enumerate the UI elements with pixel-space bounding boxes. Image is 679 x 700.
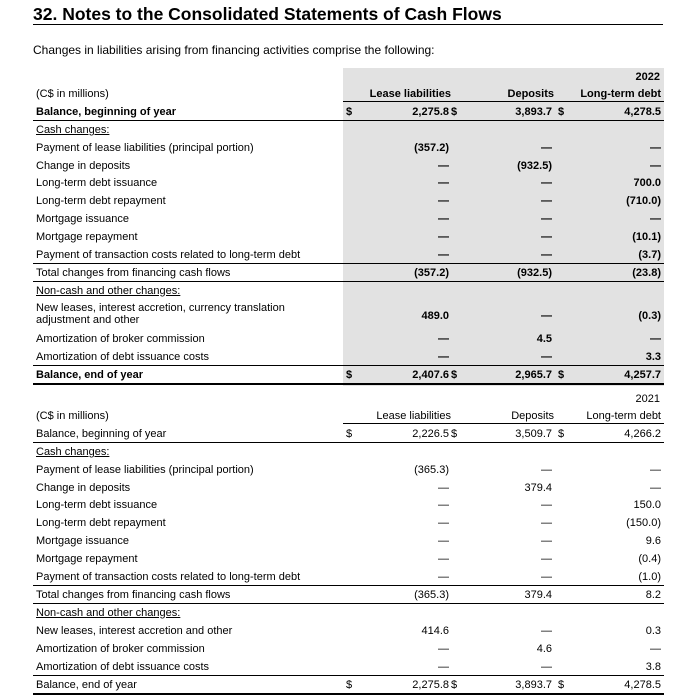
row-label: Payment of transaction costs related to long-term debt: [36, 570, 301, 583]
value-cell: (10.1): [632, 230, 661, 243]
value-cell: —: [438, 660, 449, 673]
value-cell: —: [650, 141, 661, 154]
intro-text: Changes in liabilities arising from financing activities comprise the following:: [33, 43, 435, 57]
value-cell: (357.2): [414, 141, 449, 154]
value-cell: 4,266.2: [624, 428, 661, 440]
value-cell: 700.0: [633, 177, 661, 190]
value-cell: (710.0): [626, 195, 661, 208]
value-cell: —: [541, 141, 552, 154]
value-cell: —: [541, 248, 552, 261]
table_2021-cash-rule: [33, 585, 664, 586]
value-cell: —: [650, 332, 661, 345]
value-cell: —: [438, 517, 449, 530]
value-cell: 2,226.5: [412, 428, 449, 440]
value-cell: 4,278.5: [624, 106, 661, 118]
value-cell: —: [438, 248, 449, 261]
table_2021-opening-rule: [33, 442, 664, 443]
value-cell: —: [541, 570, 552, 583]
row-label: Change in deposits: [36, 159, 131, 172]
value-cell: —: [438, 230, 449, 243]
value-cell: —: [438, 195, 449, 208]
currency-symbol: $: [346, 368, 353, 381]
row-label: Cash changes:: [36, 446, 110, 458]
column-header: Deposits: [507, 88, 554, 100]
row-label: Mortgage issuance: [36, 535, 129, 547]
row-label: Payment of lease liabilities (principal portion): [36, 141, 254, 154]
value-cell: 3.3: [645, 350, 661, 363]
row-label: Mortgage repayment: [36, 552, 138, 565]
row-label: Mortgage repayment: [36, 230, 138, 243]
table_2021-year-label: 2021: [635, 393, 660, 405]
value-cell: (150.0): [626, 517, 661, 530]
row-label: Cash changes:: [36, 124, 110, 136]
value-cell: —: [650, 642, 661, 655]
currency-symbol: $: [451, 106, 458, 118]
row-label: Total changes from financing cash flows: [36, 588, 231, 601]
value-cell: 379.4: [524, 481, 552, 494]
value-cell: 8.2: [645, 588, 661, 601]
value-cell: —: [438, 213, 449, 225]
value-cell: —: [541, 309, 552, 322]
value-cell: —: [650, 159, 661, 172]
table-2022-shading: [343, 68, 664, 386]
value-cell: (365.3): [414, 588, 449, 601]
value-cell: 3,893.7: [515, 678, 552, 691]
currency-symbol: $: [451, 428, 458, 440]
row-label: Total changes from financing cash flows: [36, 266, 231, 279]
row-label: Mortgage issuance: [36, 213, 129, 225]
table_2022-opening-rule: [33, 120, 664, 121]
table_2021-closing-rule: [33, 693, 664, 695]
value-cell: 150.0: [633, 499, 661, 512]
value-cell: 3,509.7: [515, 428, 552, 440]
value-cell: —: [438, 159, 449, 172]
row-label: Balance, end of year: [36, 678, 137, 691]
value-cell: —: [541, 552, 552, 565]
value-cell: (932.5): [517, 159, 552, 172]
row-label: Long-term debt repayment: [36, 517, 166, 530]
currency-symbol: $: [451, 368, 458, 381]
value-cell: 379.4: [524, 588, 552, 601]
value-cell: —: [650, 481, 661, 494]
value-cell: 4.5: [536, 332, 552, 345]
row-label: Long-term debt repayment: [36, 195, 166, 208]
value-cell: —: [438, 481, 449, 494]
value-cell: 4.6: [536, 642, 552, 655]
row-label: Change in deposits: [36, 481, 131, 494]
title-divider: [33, 24, 663, 25]
value-cell: 4,257.7: [624, 368, 661, 381]
value-cell: —: [541, 499, 552, 512]
value-cell: 3,893.7: [515, 106, 552, 118]
value-cell: —: [438, 642, 449, 655]
value-cell: —: [438, 350, 449, 363]
currency-symbol: $: [558, 678, 565, 691]
page-title: 32. Notes to the Consolidated Statements of Cash Flows: [33, 4, 502, 24]
value-cell: (23.8): [632, 266, 661, 279]
row-label: Amortization of debt issuance costs: [36, 350, 210, 363]
currency-symbol: $: [558, 428, 565, 440]
value-cell: —: [541, 213, 552, 225]
row-label: Payment of transaction costs related to long-term debt: [36, 248, 301, 261]
table_2021-noncash-rule: [33, 675, 664, 676]
row-label: Balance, end of year: [36, 368, 143, 381]
table_2022-closing-rule: [33, 383, 664, 385]
value-cell: —: [541, 535, 552, 547]
value-cell: (932.5): [517, 266, 552, 279]
value-cell: —: [438, 570, 449, 583]
value-cell: —: [438, 499, 449, 512]
currency-symbol: $: [346, 678, 353, 691]
column-header: Long-term debt: [580, 88, 661, 100]
currency-symbol: $: [346, 106, 353, 118]
value-cell: (1.0): [638, 570, 661, 583]
value-cell: (3.7): [638, 248, 661, 261]
table_2022-total-rule: [33, 281, 664, 282]
value-cell: 2,275.8: [412, 678, 449, 691]
value-cell: —: [438, 535, 449, 547]
value-cell: —: [541, 177, 552, 190]
row-label: New leases, interest accretion and other: [36, 624, 233, 637]
value-cell: 4,278.5: [624, 678, 661, 691]
row-label: Payment of lease liabilities (principal portion): [36, 463, 254, 476]
table_2022-noncash-rule: [33, 365, 664, 366]
table_2022-cash-rule: [33, 263, 664, 264]
row-label: Long-term debt issuance: [36, 499, 158, 512]
row-label: (C$ in millions): [36, 410, 109, 422]
currency-symbol: $: [451, 678, 458, 691]
currency-symbol: $: [558, 368, 565, 381]
table_2021-total-rule: [33, 603, 664, 604]
value-cell: —: [541, 624, 552, 637]
value-cell: —: [541, 463, 552, 476]
column-header: Lease liabilities: [369, 88, 451, 100]
row-label: Non-cash and other changes:: [36, 606, 181, 619]
value-cell: —: [541, 517, 552, 530]
column-header: Lease liabilities: [376, 410, 451, 422]
value-cell: —: [541, 350, 552, 363]
table_2021-header-rule: [343, 423, 664, 424]
value-cell: 489.0: [421, 309, 449, 322]
currency-symbol: $: [346, 428, 353, 440]
row-label: Amortization of broker commission: [36, 642, 205, 655]
row-label: Balance, beginning of year: [36, 428, 167, 440]
value-cell: (0.3): [638, 309, 661, 322]
value-cell: 414.6: [421, 624, 449, 637]
row-label: Amortization of debt issuance costs: [36, 660, 210, 673]
table_2022-header-rule: [343, 101, 664, 102]
value-cell: —: [541, 660, 552, 673]
value-cell: 0.3: [645, 624, 661, 637]
column-header: Deposits: [511, 410, 554, 422]
value-cell: 2,407.6: [412, 368, 449, 381]
value-cell: —: [438, 177, 449, 190]
value-cell: —: [541, 195, 552, 208]
value-cell: 3.8: [645, 660, 661, 673]
value-cell: —: [650, 213, 661, 225]
column-header: Long-term debt: [586, 410, 661, 422]
table_2022-year-label: 2022: [635, 71, 660, 83]
currency-symbol: $: [558, 106, 565, 118]
row-label: Non-cash and other changes:: [36, 284, 181, 297]
value-cell: (357.2): [414, 266, 449, 279]
value-cell: —: [438, 332, 449, 345]
value-cell: 9.6: [645, 535, 661, 547]
value-cell: 2,275.8: [412, 106, 449, 118]
row-label: New leases, interest accretion, currency translation adjustment and other: [36, 301, 285, 326]
value-cell: 2,965.7: [515, 368, 552, 381]
row-label: Amortization of broker commission: [36, 332, 205, 345]
value-cell: —: [650, 463, 661, 476]
value-cell: (365.3): [414, 463, 449, 476]
value-cell: —: [438, 552, 449, 565]
row-label: (C$ in millions): [36, 88, 109, 100]
row-label: Balance, beginning of year: [36, 106, 176, 118]
row-label: Long-term debt issuance: [36, 177, 158, 190]
value-cell: —: [541, 230, 552, 243]
value-cell: (0.4): [638, 552, 661, 565]
